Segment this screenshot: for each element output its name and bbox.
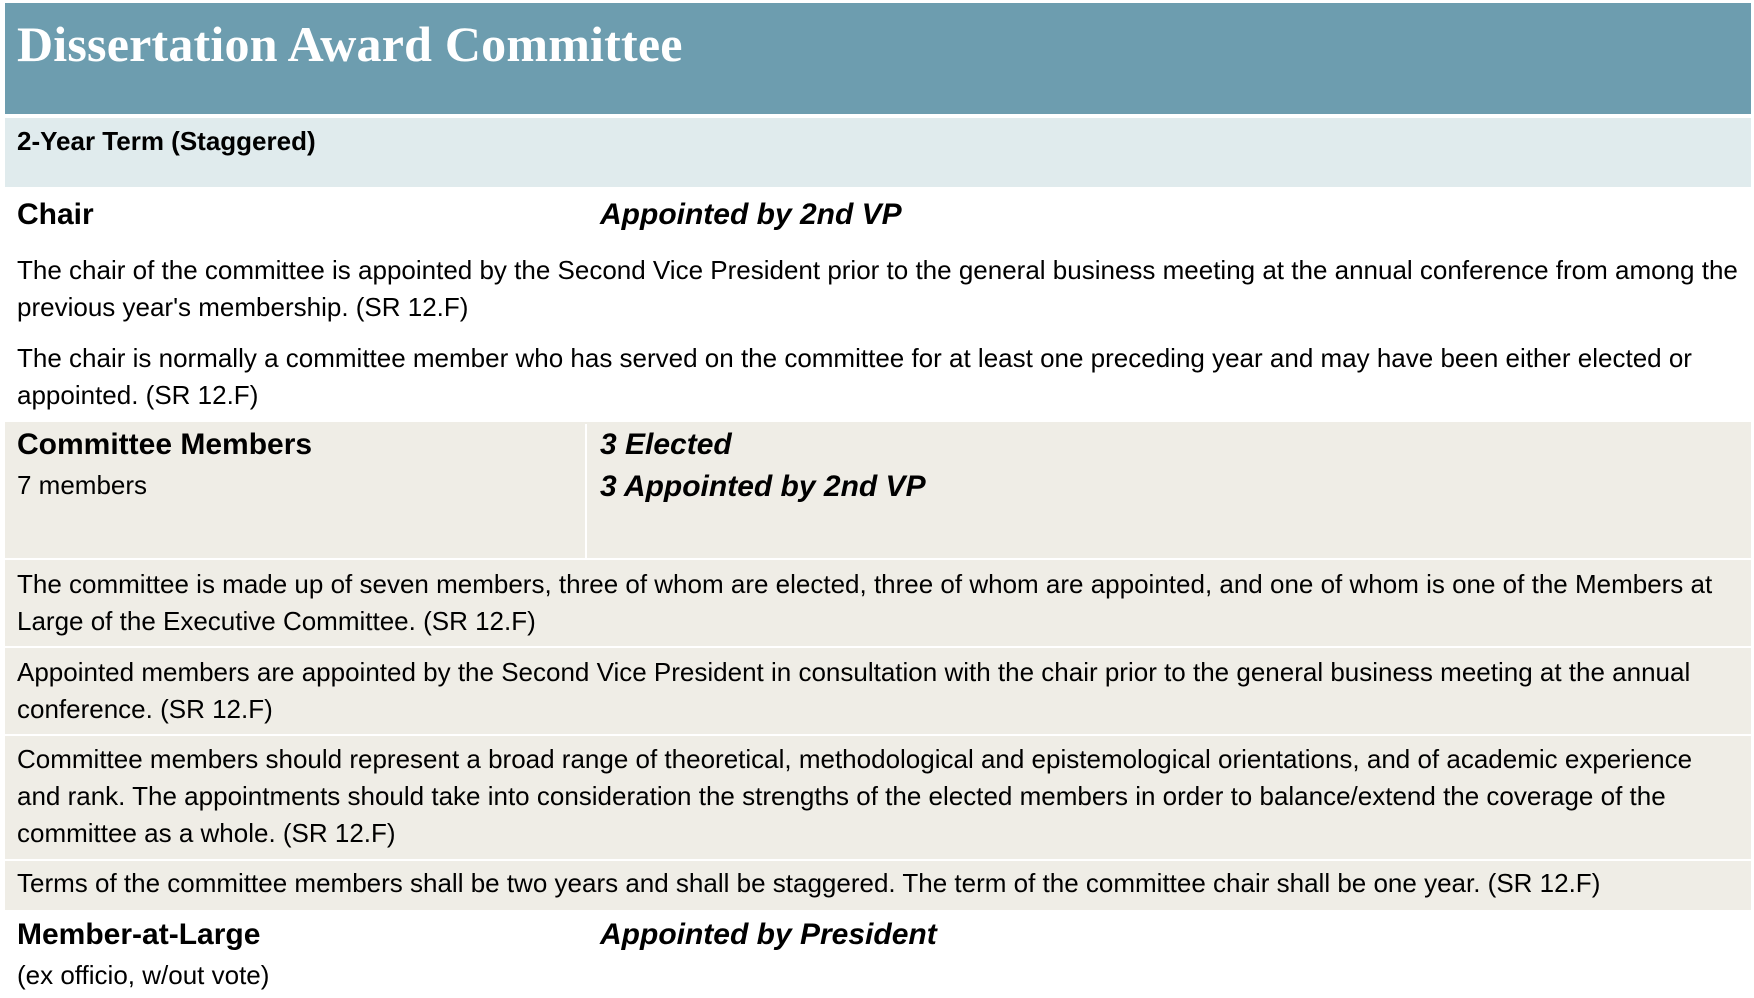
row-divider: [5, 646, 1751, 648]
chair-paragraph-1: The chair of the committee is appointed by the Second Vice President prior to the general business meeting at the annual conference from among the previous year's membership. (SR 12.F): [17, 255, 1738, 322]
members-paragraph-3: Committee members should represent a broad range of theoretical, methodological and epistemological orientations, and of academic experience and rank. The appointments should take into consideration the strengths of the elected members in order to balance/extend the coverage of the committee as a whole. (SR 12.F): [17, 744, 1693, 848]
term-row: [5, 118, 1751, 187]
row-divider: [5, 859, 1751, 861]
chair-appointment: Appointed by 2nd VP: [600, 198, 902, 231]
committee-members-label: Committee Members: [17, 428, 313, 461]
chair-label: Chair: [17, 198, 94, 231]
page-title: Dissertation Award Committee: [17, 16, 683, 72]
member-at-large-note: (ex officio, w/out vote): [17, 960, 270, 990]
committee-members-count: 7 members: [17, 470, 148, 500]
elected-count: 3 Elected: [600, 428, 732, 461]
member-at-large-appointment: Appointed by President: [600, 918, 937, 951]
column-divider: [585, 424, 587, 558]
members-paragraph-4: Terms of the committee members shall be two years and shall be staggered. The term of the committee chair shall be one year. (SR 12.F): [17, 868, 1601, 898]
appointed-count: 3 Appointed by 2nd VP: [600, 470, 926, 503]
members-paragraph-2: Appointed members are appointed by the Second Vice President in consultation with the chair prior to the general business meeting at the annual conference. (SR 12.F): [17, 657, 1691, 724]
title-banner: [5, 3, 1751, 114]
term-label: 2-Year Term (Staggered): [17, 126, 316, 156]
members-paragraph-1: The committee is made up of seven members, three of whom are elected, three of whom are appointed, and one of whom is one of the Members at Large of the Executive Committee. (SR 12.F): [17, 569, 1713, 636]
chair-paragraph-2: The chair is normally a committee member who has served on the committee for at least one preceding year and may have been either elected or appointed. (SR 12.F): [17, 343, 1692, 410]
row-divider: [5, 734, 1751, 736]
row-divider: [5, 558, 1751, 560]
member-at-large-label: Member-at-Large: [17, 918, 261, 951]
